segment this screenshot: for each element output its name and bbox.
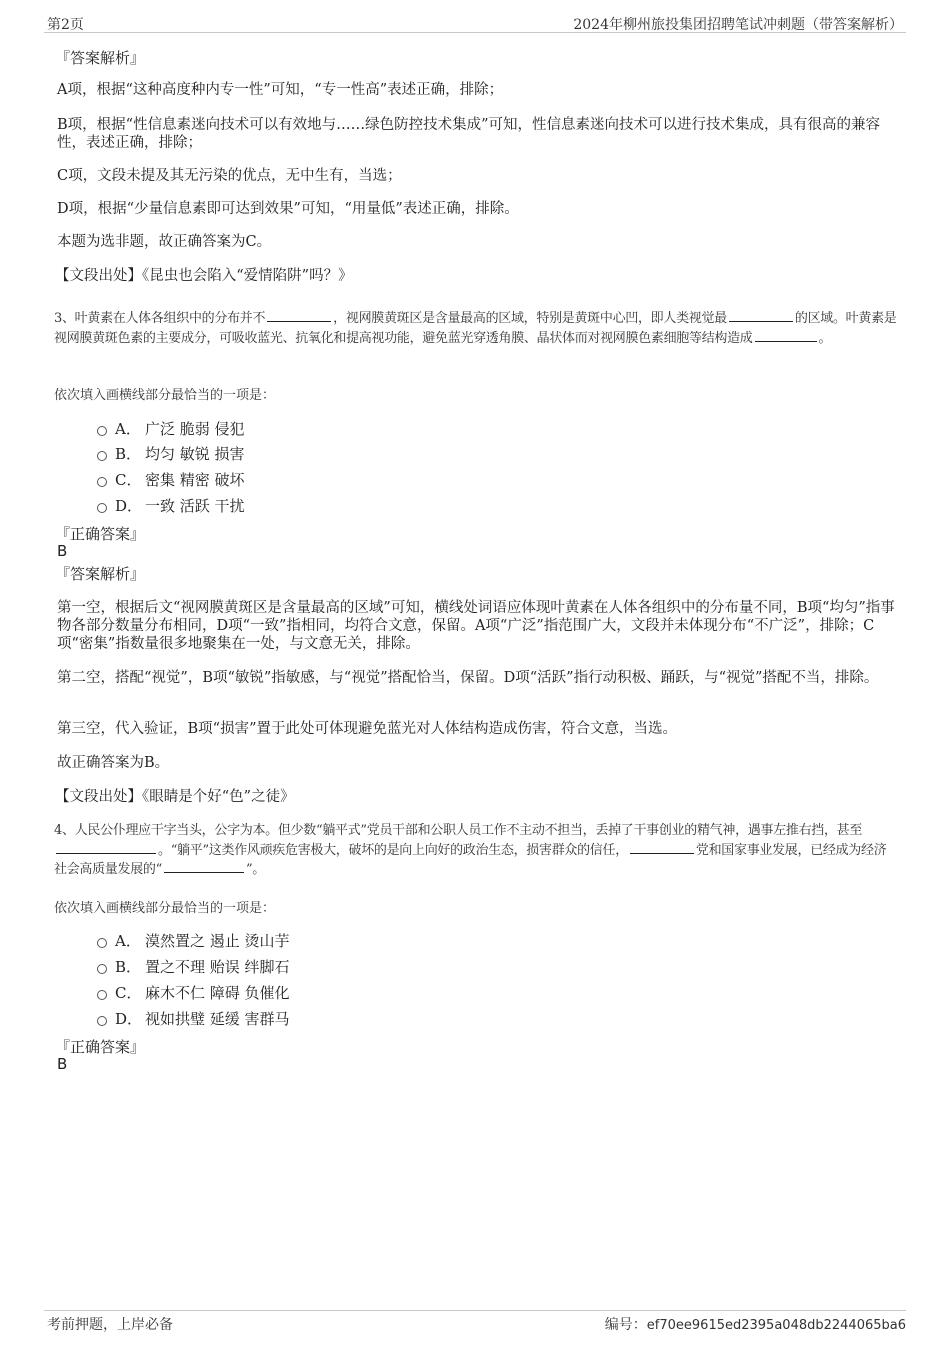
question-prompt: 依次填入画横线部分最恰当的一项是： — [54, 901, 276, 916]
analysis-paragraph: C项，文段未提及其无污染的优点，无中生有，当选； — [57, 168, 402, 184]
analysis-paragraph: A项，根据“这种高度种内专一性”可知，“专一性高”表述正确，排除； — [57, 82, 504, 98]
source-citation: 【文段出处】《昆虫也会陷入“爱情陷阱”吗？》 — [55, 268, 353, 284]
correct-answer: B — [57, 1055, 68, 1073]
question-text: 3、叶黄素在人体各组织中的分布并不 ，视网膜黄斑区是含量最高的区域，特别是黄斑中心凹，即人类视觉最 的区域。叶黄素是视网膜黄斑色素的主要成分，可吸收蓝光、抗氧化和提高视功能，避免蓝光穿透角膜、晶状体而对视网膜色素细胞等结构造成 。 — [54, 311, 897, 346]
code-value: ef70ee9615ed2395a048db2244065ba6 — [646, 1318, 906, 1333]
source-citation: 【文段出处】《眼睛是个好“色”之徒》 — [55, 789, 295, 805]
radio-button[interactable] — [97, 938, 107, 948]
option-c[interactable]: C． 密集 精密 破坏 — [97, 470, 245, 490]
fill-blank — [164, 860, 244, 873]
question-prompt: 依次填入画横线部分最恰当的一项是： — [54, 388, 276, 403]
radio-button[interactable] — [97, 990, 107, 1000]
footer-slogan: 考前押题，上岸必备 — [47, 1317, 173, 1333]
option-c[interactable]: C． 麻木不仁 障碍 负催化 — [97, 983, 290, 1003]
analysis-paragraph: B项，根据“性信息素迷向技术可以有效地与……绿色防控技术集成”可知，性信息素迷向技术可以进行技术集成，具有很高的兼容性，表述正确，排除； — [57, 117, 880, 151]
fill-blank — [630, 841, 694, 854]
conclusion-paragraph: 本题为选非题，故正确答案为C。 — [57, 234, 272, 250]
radio-button[interactable] — [97, 477, 107, 487]
correct-answer-label: 『正确答案』 — [55, 1038, 146, 1056]
analysis-paragraph: 第二空，搭配“视觉”，B项“敏锐”指敏感，与“视觉”搭配恰当，保留。D项“活跃”指行动积极、踊跃，与“视觉”搭配不当，排除。 — [57, 670, 879, 686]
analysis-label: 『答案解析』 — [55, 565, 146, 583]
question-text: 4、人民公仆理应干字当头，公字为本。但少数“躺平式”党员干部和公职人员工作不主动不担当，丢掉了干事创业的精气神，遇事左推右挡，甚至。“躺平”这类作风顽疾危害极大，破坏的是向上向好的政治生态，损害群众的信任， 党和国家事业发展，已经成为经济社会高质量发展的“ ”。 — [54, 823, 887, 877]
option-d[interactable]: D． 一致 活跃 干扰 — [97, 496, 245, 516]
option-b[interactable]: B． 均匀 敏锐 损害 — [97, 444, 245, 464]
radio-button[interactable] — [97, 503, 107, 513]
analysis-label: 『答案解析』 — [55, 49, 146, 67]
radio-button[interactable] — [97, 1016, 107, 1026]
radio-button[interactable] — [97, 964, 107, 974]
conclusion-paragraph: 故正确答案为B。 — [57, 755, 170, 771]
fill-blank — [755, 329, 817, 342]
footer-divider — [44, 1310, 906, 1311]
page-number: 第2页 — [47, 17, 84, 33]
analysis-paragraph: 第三空，代入验证，B项“损害”置于此处可体现避免蓝光对人体结构造成伤害，符合文意，当选。 — [57, 721, 677, 737]
option-b[interactable]: B． 置之不理 贻误 绊脚石 — [97, 957, 290, 977]
option-d[interactable]: D． 视如拱璧 延缓 害群马 — [97, 1009, 290, 1029]
fill-blank — [56, 841, 156, 854]
correct-answer-label: 『正确答案』 — [55, 525, 146, 543]
correct-answer: B — [57, 542, 68, 560]
radio-button[interactable] — [97, 426, 107, 436]
header-divider — [44, 32, 906, 33]
document-title: 2024年柳州旅投集团招聘笔试冲刺题（带答案解析） — [573, 17, 903, 33]
analysis-paragraph: 第一空，根据后文“视网膜黄斑区是含量最高的区域”可知，横线处词语应体现叶黄素在人体各组织中的分布量不同，B项“均匀”指事物各部分数量分布相同，D项“一致”指相同，均符合文意，保留。A项“广泛”指范围广大，文段并未体现分布“不广泛”，排除；C项“密集”指数量很多地聚集在一处，与文意无关，排除。 — [57, 600, 895, 652]
fill-blank — [267, 309, 331, 322]
radio-button[interactable] — [97, 451, 107, 461]
analysis-paragraph: D项，根据“少量信息素即可达到效果”可知，“用量低”表述正确，排除。 — [57, 201, 519, 217]
code-label: 编号： — [604, 1317, 647, 1333]
document-code — [605, 1314, 906, 1334]
option-a[interactable]: A． 广泛 脆弱 侵犯 — [97, 419, 245, 439]
option-a[interactable]: A． 漠然置之 遏止 烫山芋 — [97, 931, 290, 951]
fill-blank — [729, 309, 793, 322]
